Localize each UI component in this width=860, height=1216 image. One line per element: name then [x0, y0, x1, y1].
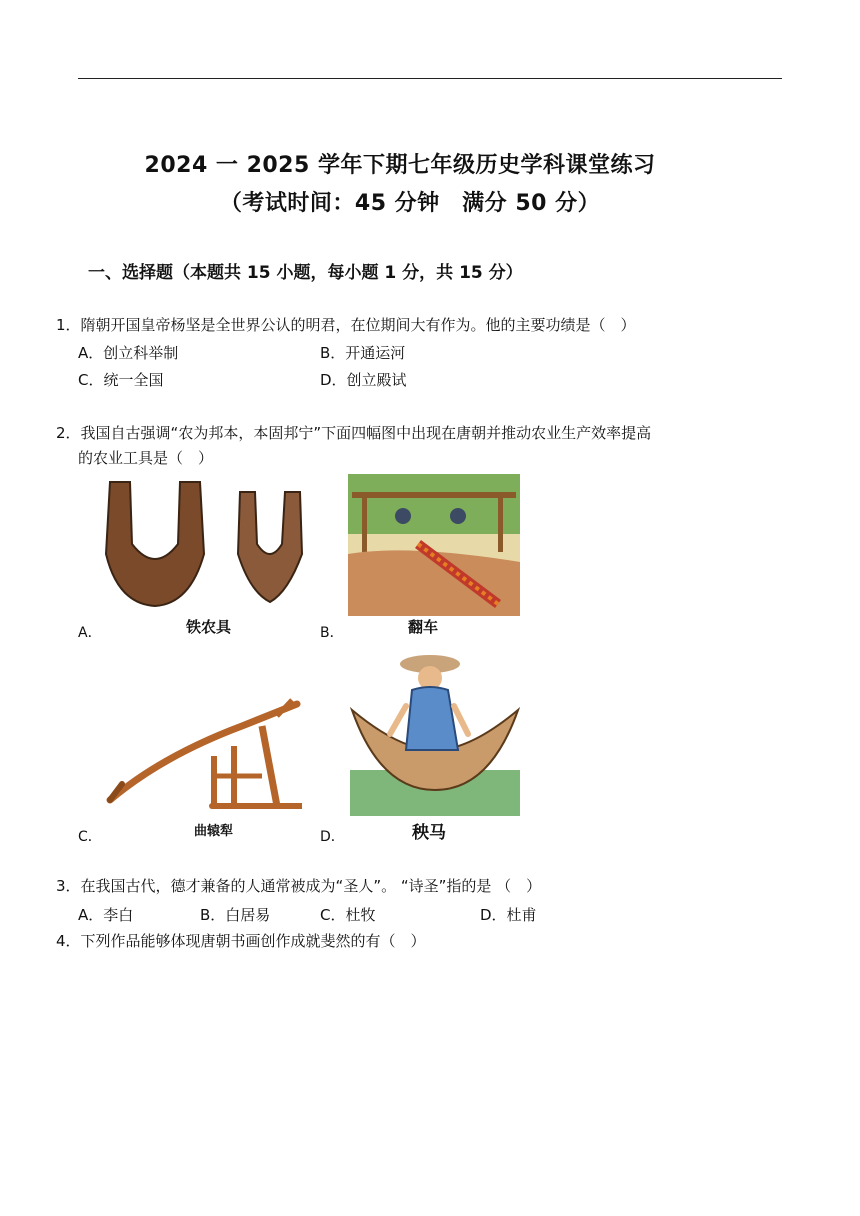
q2-option-a-caption: 铁农具 [186, 618, 232, 636]
q1-option-d[interactable]: D．创立殿试 [320, 371, 407, 389]
question-2-line2: 的农业工具是（ ） [78, 449, 214, 467]
q1-option-c[interactable]: C．统一全国 [78, 371, 164, 389]
q2-option-b-letter[interactable]: B． [320, 625, 344, 641]
q1-option-b[interactable]: B．开通运河 [320, 344, 406, 362]
section-heading: 一、选择题（本题共 15 小题，每小题 1 分，共 15 分） [88, 263, 523, 283]
question-1: 1．隋朝开国皇帝杨坚是全世界公认的明君，在位期间大有作为。他的主要功绩是（ ） [56, 316, 636, 334]
q2-option-d-letter[interactable]: D． [320, 829, 345, 845]
q2-option-c-letter[interactable]: C． [78, 829, 102, 845]
question-4: 4．下列作品能够体现唐朝书画创作成就斐然的有（ ） [56, 932, 426, 950]
water-wheel-image [348, 474, 520, 616]
q3-option-d[interactable]: D．杜甫 [480, 906, 537, 924]
header-rule [78, 78, 782, 79]
q2-option-c-caption: 曲辕犁 [194, 824, 234, 839]
q3-option-b[interactable]: B．白居易 [200, 906, 271, 924]
q1-option-a[interactable]: A．创立科举制 [78, 344, 179, 362]
question-3: 3．在我国古代，德才兼备的人通常被成为“圣人”。 “诗圣”指的是 （ ） [56, 877, 542, 895]
q2-option-a-letter[interactable]: A． [78, 625, 102, 641]
q3-option-a[interactable]: A．李白 [78, 906, 134, 924]
exam-title: 2024 一 2025 学年下期七年级历史学科课堂练习 [144, 153, 656, 178]
q3-option-c[interactable]: C．杜牧 [320, 906, 376, 924]
q2-option-d-caption: 秧马 [412, 823, 446, 843]
rice-horse-image [350, 650, 520, 816]
exam-subtitle: （考试时间：45 分钟 满分 50 分） [219, 191, 601, 216]
curved-plow-image [102, 696, 302, 816]
question-2-line1: 2．我国自古强调“农为邦本，本固邦宁”下面四幅图中出现在唐朝并推动农业生产效率提高 [56, 424, 652, 442]
q2-option-b-caption: 翻车 [408, 618, 439, 636]
iron-tools-image [100, 474, 310, 614]
